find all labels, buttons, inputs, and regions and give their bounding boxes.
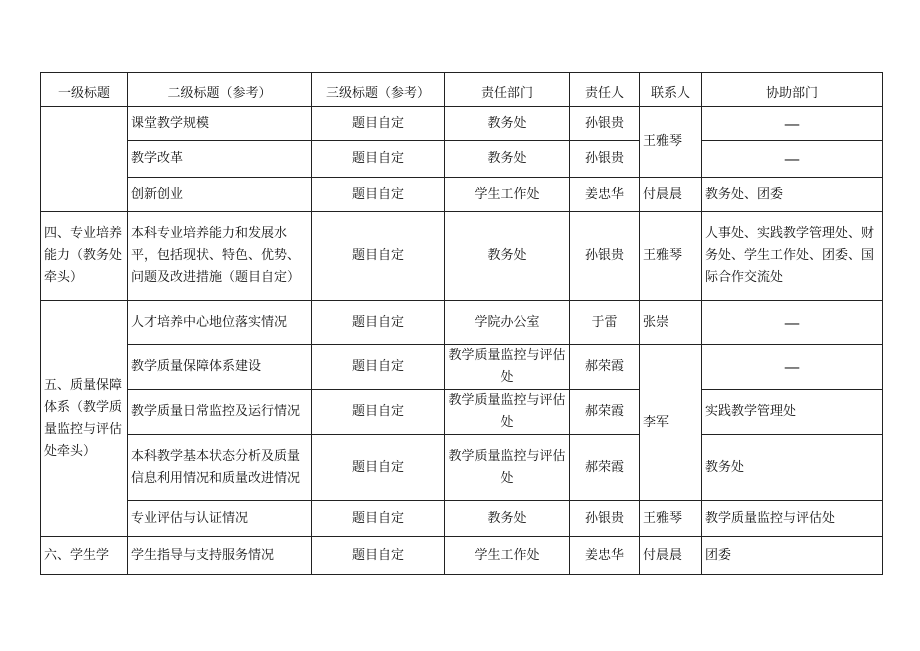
owner-cell: 孙银贵 — [570, 212, 640, 301]
owner-cell: 郝荣霞 — [570, 435, 640, 501]
level2-cell: 本科专业培养能力和发展水平，包括现状、特色、优势、问题及改进措施（题目自定） — [128, 212, 312, 301]
contact-cell: 李军 — [640, 345, 702, 501]
section-6-cell: 六、学生学 — [41, 537, 128, 575]
contact-cell: 王雅琴 — [640, 501, 702, 537]
responsibility-table — [40, 72, 883, 575]
assist-cell: — — [702, 345, 883, 390]
table-row — [41, 345, 883, 390]
assist-cell: 人事处、实践教学管理处、财务处、学生工作处、团委、国际合作交流处 — [702, 212, 883, 301]
level3-cell: 题目自定 — [312, 435, 445, 501]
assist-cell: — — [702, 107, 883, 141]
assist-cell: 实践教学管理处 — [702, 390, 883, 435]
contact-cell: 付晨晨 — [640, 178, 702, 212]
level2-cell: 教学改革 — [128, 141, 312, 178]
dept-cell: 教务处 — [445, 107, 570, 141]
dept-cell: 教学质量监控与评估处 — [445, 435, 570, 501]
level2-cell: 创新创业 — [128, 178, 312, 212]
header-dept: 责任部门 — [445, 73, 570, 107]
level3-cell: 题目自定 — [312, 537, 445, 575]
level3-cell: 题目自定 — [312, 301, 445, 345]
level2-cell: 课堂教学规模 — [128, 107, 312, 141]
dept-cell: 教务处 — [445, 141, 570, 178]
level2-cell: 学生指导与支持服务情况 — [128, 537, 312, 575]
header-row — [41, 73, 883, 107]
assist-cell: 教务处 — [702, 435, 883, 501]
owner-cell: 孙银贵 — [570, 107, 640, 141]
dept-cell: 学生工作处 — [445, 537, 570, 575]
header-level3: 三级标题（参考） — [312, 73, 445, 107]
dept-cell: 教务处 — [445, 501, 570, 537]
owner-cell: 姜忠华 — [570, 178, 640, 212]
header-level1: 一级标题 — [41, 73, 128, 107]
assist-cell: — — [702, 141, 883, 178]
table-row — [41, 501, 883, 537]
table-row — [41, 301, 883, 345]
owner-cell: 孙银贵 — [570, 141, 640, 178]
assist-cell: 教学质量监控与评估处 — [702, 501, 883, 537]
table-row — [41, 390, 883, 435]
assist-cell: 教务处、团委 — [702, 178, 883, 212]
table-row — [41, 141, 883, 178]
owner-cell: 姜忠华 — [570, 537, 640, 575]
table-row — [41, 212, 883, 301]
owner-cell: 孙银贵 — [570, 501, 640, 537]
level2-cell: 教学质量保障体系建设 — [128, 345, 312, 390]
assist-cell: 团委 — [702, 537, 883, 575]
assist-cell: — — [702, 301, 883, 345]
owner-cell: 郝荣霞 — [570, 345, 640, 390]
level3-cell: 题目自定 — [312, 212, 445, 301]
level3-cell: 题目自定 — [312, 501, 445, 537]
header-owner: 责任人 — [570, 73, 640, 107]
contact-cell: 张崇 — [640, 301, 702, 345]
owner-cell: 郝荣霞 — [570, 390, 640, 435]
table-row — [41, 178, 883, 212]
header-contact: 联系人 — [640, 73, 702, 107]
level3-cell: 题目自定 — [312, 107, 445, 141]
section-cell-empty — [41, 107, 128, 212]
header-level2: 二级标题（参考） — [128, 73, 312, 107]
dept-cell: 教学质量监控与评估处 — [445, 390, 570, 435]
level2-cell: 本科教学基本状态分析及质量信息利用情况和质量改进情况 — [128, 435, 312, 501]
level3-cell: 题目自定 — [312, 345, 445, 390]
contact-cell: 王雅琴 — [640, 212, 702, 301]
dept-cell: 学院办公室 — [445, 301, 570, 345]
dept-cell: 学生工作处 — [445, 178, 570, 212]
level2-cell: 专业评估与认证情况 — [128, 501, 312, 537]
dept-cell: 教务处 — [445, 212, 570, 301]
level2-cell: 教学质量日常监控及运行情况 — [128, 390, 312, 435]
table-row — [41, 107, 883, 141]
header-assist: 协助部门 — [702, 73, 883, 107]
section-4-cell: 四、专业培养能力（教务处牵头） — [41, 212, 128, 301]
owner-cell: 于雷 — [570, 301, 640, 345]
table-row — [41, 435, 883, 501]
contact-cell: 付晨晨 — [640, 537, 702, 575]
section-5-cell: 五、质量保障体系（教学质量监控与评估处牵头） — [41, 301, 128, 537]
level3-cell: 题目自定 — [312, 141, 445, 178]
table-row — [41, 537, 883, 575]
level3-cell: 题目自定 — [312, 390, 445, 435]
contact-cell: 王雅琴 — [640, 107, 702, 178]
level2-cell: 人才培养中心地位落实情况 — [128, 301, 312, 345]
dept-cell: 教学质量监控与评估处 — [445, 345, 570, 390]
level3-cell: 题目自定 — [312, 178, 445, 212]
